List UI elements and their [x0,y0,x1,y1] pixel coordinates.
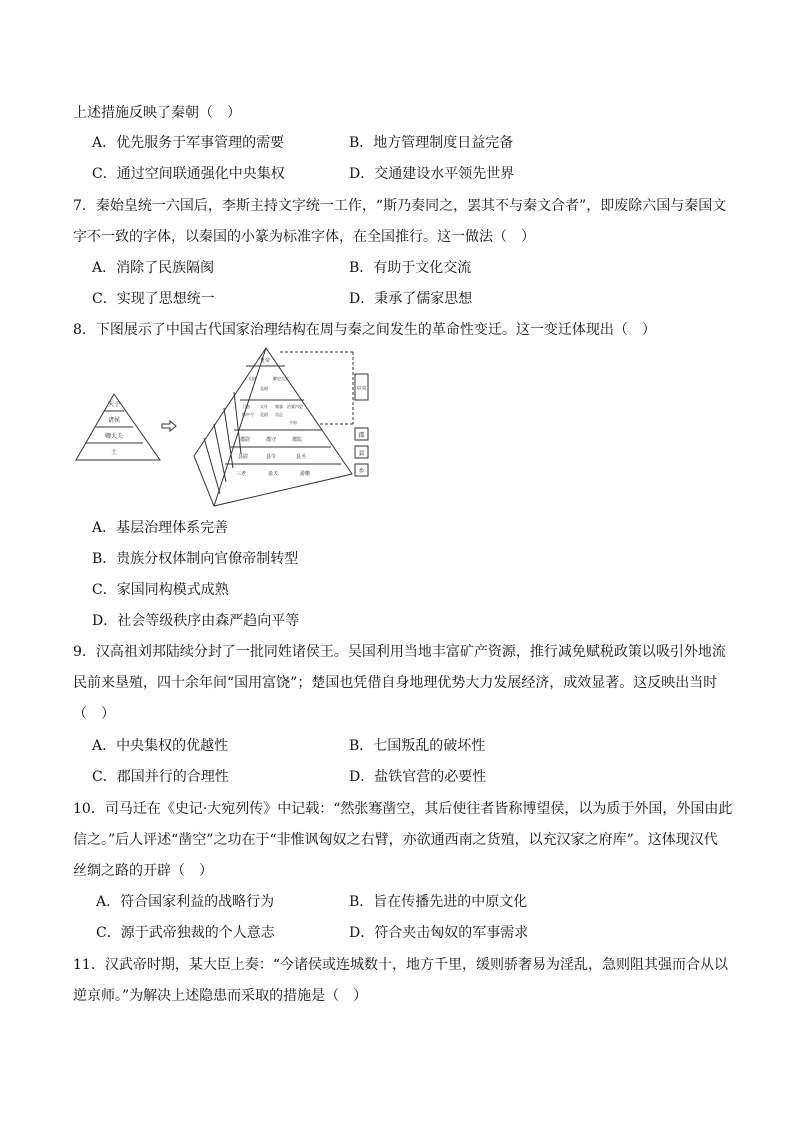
q11-stem-line-2: 逆京师。”为解决上述隐患而采取的措施是（ ） [73,988,368,1004]
qin-junwei: 郡尉 [240,437,251,443]
q9-option-b: B．七国叛乱的破坏性 [349,738,486,754]
zhou-level-tianzi: 天子 [107,401,121,408]
qin-yushidaifu: 御史大夫 [273,376,289,381]
qin-zongzheng: 宗正 [275,412,283,417]
q6-option-d: D．交通建设水平领先世界 [349,166,515,182]
q9-option-d: D．盐铁官营的必要性 [349,769,487,785]
q7-stem-line-1: 7．秦始皇统一六国后，李斯主持文字统一工作，“斯乃奏同之，罢其不与秦文合者”，即废除六国与秦国文 [73,198,727,214]
q6-option-a: A．优先服务于军事管理的需要 [92,135,285,151]
transition-arrow-icon [162,421,176,431]
q8-option-c: C．家国同构模式成熟 [92,582,229,598]
q10-stem-line-1: 10．司马迁在《史记·大宛列传》中记载：“然张骞凿空，其后使往者皆称博望侯，以为质于外国，外国由此 [73,801,733,817]
zhou-level-shi: 士 [110,449,118,456]
q9-stem-line-3: （ ） [73,706,115,722]
qin-taipu: 太仆 [260,404,268,409]
side-label-jun: 郡 [358,432,365,439]
q9-option-c: C．郡国并行的合理性 [92,769,229,785]
qin-pyramid [194,348,353,506]
q8-option-b: B．贵族分权体制向官僚帝制转型 [92,551,299,567]
zhou-level-qingdaifu: 卿大夫 [104,433,124,440]
qin-tingwei: 廷尉 [260,412,268,417]
qin-taiwei: 太尉 [248,376,256,381]
qin-zhisuneishi: 治粟内史 [287,404,303,409]
q9-option-a: A．中央集权的优越性 [92,738,229,754]
q6-option-c: C．通过空间联通强化中央集权 [92,166,285,182]
q6-option-b: B．地方管理制度日益完备 [349,135,514,151]
q7-option-d: D．秉承了儒家思想 [349,291,473,307]
q10-option-c: C．源于武帝独裁的个人意志 [96,925,275,941]
qin-junjian: 郡监 [292,437,303,443]
qin-junshou: 郡守 [266,437,277,443]
zhou-level-zhuhou: 诸侯 [107,417,121,424]
q10-stem-line-3: 丝绸之路的开辟（ ） [73,863,213,879]
qin-dianke: 典客 [275,404,283,409]
qin-sefu: 啬夫 [268,471,279,477]
q10-option-d: D．符合夹击匈奴的军事需求 [349,925,529,941]
q6-stem: 上述措施反映了秦朝（ ） [73,105,241,121]
q8-option-d: D．社会等级秩序由森严趋向平等 [92,613,300,629]
q8-stem: 8．下图展示了中国古代国家治理结构在周与秦之间发生的革命性变迁。这一变迁体现出（ ） [73,322,656,338]
qin-youjiao: 游徼 [300,471,311,477]
q10-option-b: B．旨在传播先进的中原文化 [349,894,528,910]
q9-stem-line-2: 民前来垦殖，四十余年间“国用富饶”；楚国也凭借自身地理优势大力发展经济，成效显著。这反映出当时 [73,675,718,691]
qin-weiwei: 卫尉 [242,404,250,409]
side-label-xian: 县 [358,450,365,457]
q7-option-a: A．消除了民族隔阂 [92,260,215,276]
q10-stem-line-2: 信之。”后人评述“凿空”之功在于“非惟讽匈奴之右臂，亦欲通西南之货殖，以充汉家之府库”。这体现汉代 [73,832,718,848]
qin-sanlao: 三老 [236,471,247,477]
qin-xianling: 县令 [266,454,277,460]
q11-stem-line-1: 11．汉武帝时期，某大臣上奏：“今诸侯或连城数十，地方千里，缓则骄奢易为淫乱，急则阻其强而合从以 [73,957,728,973]
q7-option-c: C．实现了思想统一 [92,291,215,307]
qin-shaofu: 少府 [289,420,297,425]
qin-langzhongling: 郎中令 [242,412,254,417]
q9-stem-line-1: 9．汉高祖刘邦陆续分封了一批同姓诸侯王。吴国利用当地丰富矿产资源，推行减免赋税政策以吸引外地流 [73,644,726,660]
q7-option-b: B．有助于文化交流 [349,260,472,276]
qin-chengxiang: 丞相 [260,386,268,391]
governance-structure-figure [70,344,380,510]
q7-stem-line-2: 字不一致的字体，以秦国的小篆为标准字体，在全国推行。这一做法（ ） [73,229,535,245]
qin-xiancheng: 县丞 [296,454,307,460]
qin-emperor: 皇帝 [259,358,271,364]
side-label-xiang: 乡 [358,468,365,475]
side-label-zhongyang: 中央 [356,386,367,392]
q10-option-a: A．符合国家利益的战略行为 [96,894,275,910]
q8-option-a: A．基层治理体系完善 [92,520,229,536]
qin-xianwei: 县尉 [238,454,249,460]
